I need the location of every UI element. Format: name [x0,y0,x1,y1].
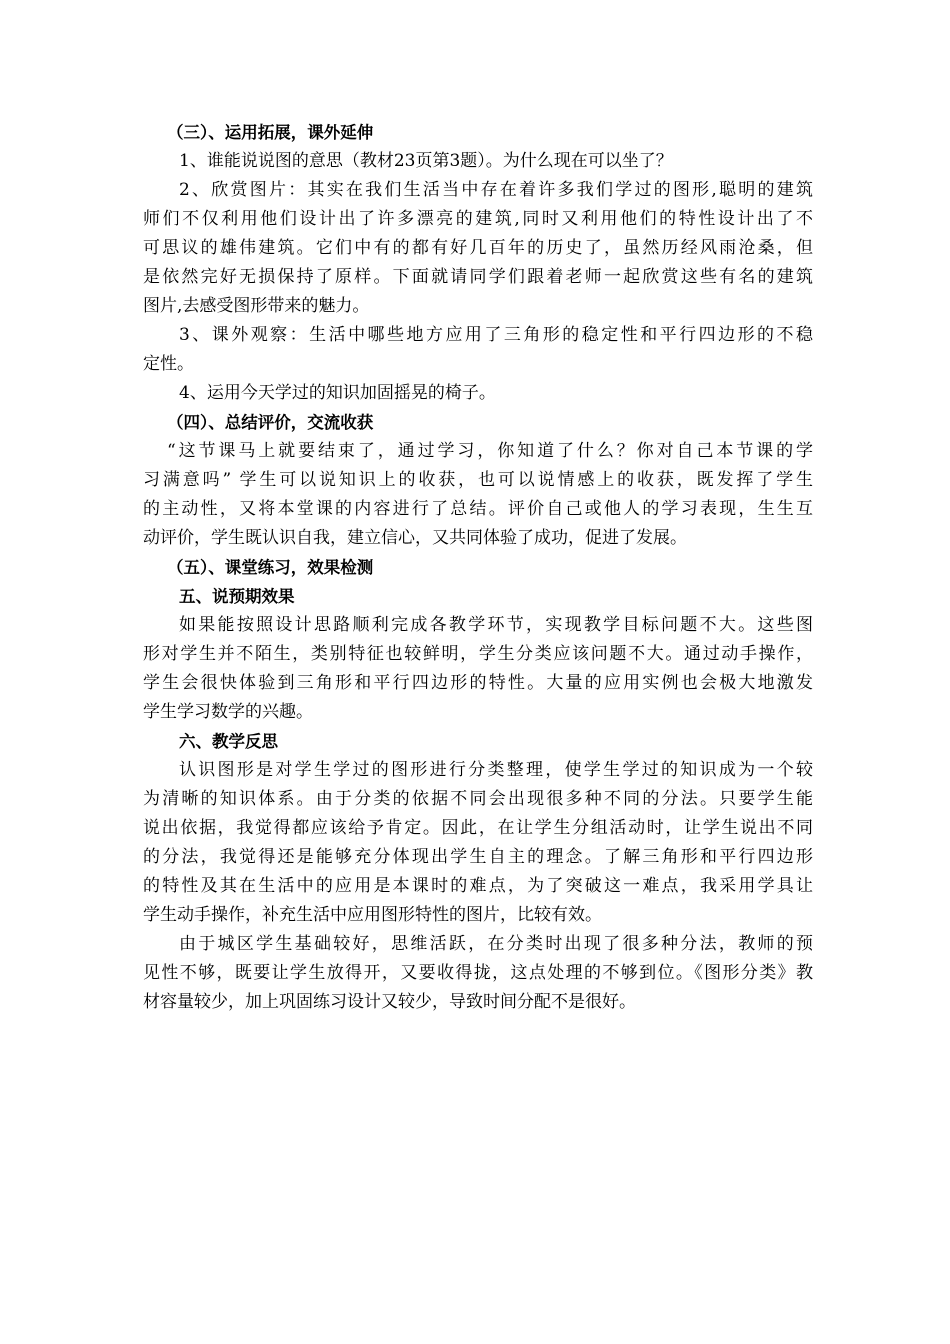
paragraph-line: 如果能按照设计思路顺利完成各教学环节，实现教学目标问题不大。这些图 [179,615,813,635]
paragraph-line: 由于城区学生基础较好，思维活跃，在分类时出现了很多种分法，教师的预 [179,934,813,954]
paragraph-line: 图片,去感受图形带来的魅力。 [143,296,370,316]
section-4-heading: （四）、总结评价，交流收获 [167,413,374,432]
paragraph-line: 学生动手操作，补充生活中应用图形特性的图片，比较有效。 [143,905,602,925]
paragraph-line: 学生会很快体验到三角形和平行四边形的特性。大量的应用实例也会极大地激发 [143,673,813,693]
part-6-heading: 六、教学反思 [179,732,278,751]
document-body [143,118,813,1017]
paragraph-line: 为清晰的知识体系。由于分类的依据不同会出现很多种不同的分法。只要学生能 [143,789,813,809]
paragraph-line: 师们不仅利用他们设计出了许多漂亮的建筑,同时又利用他们的特性设计出了不 [143,209,813,229]
paragraph-line: 的主动性，又将本堂课的内容进行了总结。评价自己或他人的学习表现，生生互 [143,499,813,519]
section-3-item-2 [143,176,813,321]
paragraph-line: 2、欣赏图片：其实在我们生活当中存在着许多我们学过的图形,聪明的建筑 [179,180,813,200]
section-3-item-3 [143,321,813,379]
paragraph-line: 形对学生并不陌生，类别特征也较鲜明，学生分类应该问题不大。通过动手操作， [143,644,813,664]
section-3-item-4: 4、运用今天学过的知识加固摇晃的椅子。 [179,383,496,403]
part-6-paragraph-2 [143,930,813,1017]
paragraph-line: 认识图形是对学生学过的图形进行分类整理，使学生学过的知识成为一个较 [179,760,813,780]
paragraph-line: 是依然完好无损保持了原样。下面就请同学们跟着老师一起欣赏这些有名的建筑 [143,267,813,287]
paragraph-line: 的特性及其在生活中的应用是本课时的难点，为了突破这一难点，我采用学具让 [143,876,813,896]
paragraph-line: 说出依据，我觉得都应该给予肯定。因此，在让学生分组活动时，让学生说出不同 [143,818,813,838]
paragraph-line: 可思议的雄伟建筑。它们中有的都有好几百年的历史了，虽然历经风雨沧桑，但 [143,238,813,258]
paragraph-line: “这节课马上就要结束了，通过学习，你知道了什么？你对自己本节课的学 [167,441,813,461]
paragraph-line: 学生学习数学的兴趣。 [143,702,313,722]
paragraph-line: 习满意吗” 学生可以说知识上的收获，也可以说情感上的收获，既发挥了学生 [143,470,813,490]
paragraph-line: 定性。 [143,354,194,374]
paragraph-line: 的分法，我觉得还是能够充分体现出学生自主的理念。了解三角形和平行四边形 [143,847,813,867]
part-6-paragraph-1 [143,756,813,930]
part-5-paragraph [143,611,813,727]
section-3-item-1: 1、谁能说说图的意思（教材23页第3题）。为什么现在可以坐了？ [179,151,673,171]
paragraph-line: 见性不够，既要让学生放得开，又要收得拢，这点处理的不够到位。《图形分类》教 [143,963,813,983]
section-3-heading: （三）、运用拓展，课外延伸 [167,123,374,142]
part-5-heading: 五、说预期效果 [179,587,295,606]
paragraph-line: 材容量较少，加上巩固练习设计又较少，导致时间分配不是很好。 [143,992,636,1012]
section-5-heading: （五）、课堂练习，效果检测 [167,558,374,577]
section-4-paragraph [143,437,813,553]
paragraph-line: 3、课外观察：生活中哪些地方应用了三角形的稳定性和平行四边形的不稳 [179,325,813,345]
paragraph-line: 动评价，学生既认识自我，建立信心，又共同体验了成功，促进了发展。 [143,528,687,548]
